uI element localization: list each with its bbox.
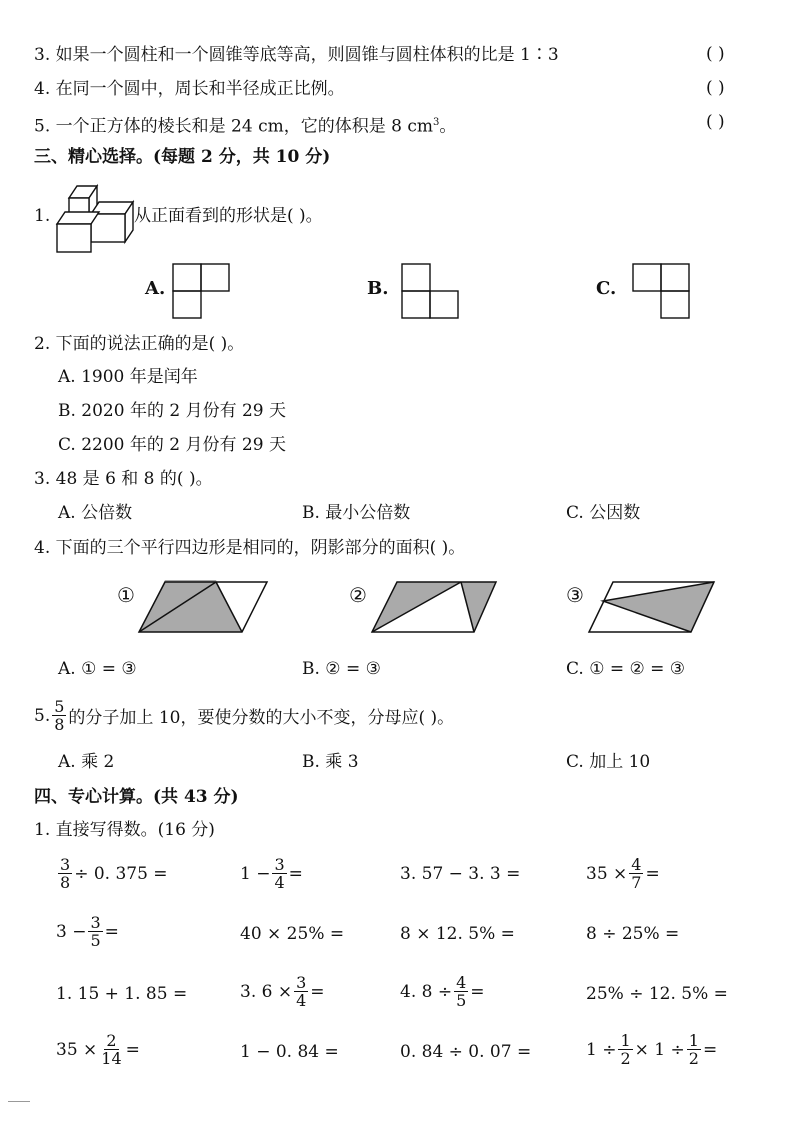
calc-r3-c4 [586,984,728,1004]
calc-r2-c1 [56,914,119,949]
calc-text: 0. 84 ÷ 0. 07 = [400,1042,532,1062]
calc-text: 4. 8 ÷ [400,981,453,1002]
frac-num: 3 [296,973,307,992]
q5-number: 5. [34,705,51,726]
calc-text: = [104,921,119,942]
tf-answer-3[interactable]: ( ) [706,44,725,64]
calc-text: = [702,1039,718,1060]
q1-number: 1. [34,206,51,226]
q1-option-a-label[interactable]: A. [145,278,166,299]
frac-den: 4 [296,991,307,1010]
q1-stem: 从正面看到的形状是( )。 [134,206,323,226]
calc-text: 25% ÷ 12. 5% = [586,984,728,1004]
frac-num: 4 [631,855,642,874]
q4-figure-1-label: ① [117,583,135,607]
frac-den: 7 [631,873,642,892]
calc-r2-c3 [400,924,515,944]
q5-option-c[interactable]: C. 加上 10 [566,752,651,772]
frac-den: 14 [101,1049,122,1068]
q4-option-c[interactable]: C. ① = ② = ③ [566,659,686,679]
calc-r1-c4 [586,856,660,891]
q4-option-b[interactable]: B. ② = ③ [302,659,381,679]
frac [629,856,643,891]
q3-option-c[interactable]: C. 公因数 [566,503,641,523]
section-4-title: 四、专心计算。(共 43 分) [34,787,239,807]
calc-text: 8 × 12. 5% = [400,924,515,944]
q1-option-c-shape [633,264,693,319]
q5-text: 的分子加上 10，要使分数的大小不变，分母应( )。 [68,708,455,728]
section-4-sub-1: 1. 直接写得数。(16 分) [34,820,215,840]
q4-figure-2-label: ② [349,583,367,607]
q5-frac-den: 8 [54,715,65,734]
calc-r1-c2 [240,856,303,891]
tf-item-5-end: 。 [439,116,457,137]
calc-r4-c3 [400,1042,531,1062]
calc-text: 1 ÷ [586,1039,617,1060]
calc-r1-c3 [400,864,520,884]
frac-den: 5 [456,991,467,1010]
q4-option-a[interactable]: A. ① = ③ [58,659,137,679]
frac [618,1032,632,1067]
tf-item-5 [34,112,456,138]
calc-r2-c4 [586,924,679,944]
calc-text: × 1 ÷ [634,1039,685,1060]
frac-num: 3 [274,855,285,874]
q5-option-a[interactable]: A. 乘 2 [58,752,115,772]
tf-item-5-sup: 3 [432,117,440,128]
calc-r4-c1 [56,1032,140,1067]
frac [294,974,308,1009]
q4-figure-3-label: ③ [566,583,584,607]
q1-option-a-shape [173,264,233,319]
frac-den: 4 [274,873,285,892]
calc-text: 3. 57 − 3. 3 = [400,864,521,884]
cube-stack-figure [55,180,135,255]
calc-text: 3 − [56,921,87,942]
q3-option-b[interactable]: B. 最小公倍数 [302,503,411,523]
frac [272,856,286,891]
tf-answer-4[interactable]: ( ) [706,78,725,98]
calc-r3-c2 [240,974,325,1009]
calc-text: 1 − 0. 84 = [240,1042,339,1062]
tf-item-5-text: 5. 一个正方体的棱长和是 24 cm，它的体积是 8 cm [34,116,433,137]
frac-den: 8 [60,873,71,892]
q1-option-b-label[interactable]: B. [367,278,389,299]
q5-fraction [52,698,66,733]
calc-text: = [310,981,325,1002]
tf-answer-5[interactable]: ( ) [706,112,725,132]
calc-r1-c1 [56,856,168,891]
parallelogram-3 [586,580,721,635]
frac-den: 2 [620,1049,631,1068]
q1-option-c-label[interactable]: C. [596,278,617,299]
calc-text: = [125,1039,140,1060]
frac [454,974,468,1009]
calc-r3-c3 [400,974,485,1009]
q4-stem: 4. 下面的三个平行四边形是相同的，阴影部分的面积( )。 [34,538,466,558]
calc-text: ÷ 0. 375 = [74,863,168,884]
calc-r3-c1 [56,984,187,1004]
calc-r4-c4 [586,1032,717,1067]
q3-option-a[interactable]: A. 公倍数 [58,503,133,523]
frac-num: 1 [688,1031,699,1050]
tf-item-4: 4. 在同一个圆中，周长和半径成正比例。 [34,79,345,99]
q2-option-b[interactable]: B. 2020 年的 2 月份有 29 天 [58,401,287,421]
q2-option-a[interactable]: A. 1900 年是闰年 [58,367,198,387]
calc-text: 40 × 25% = [240,924,345,944]
calc-text: 1. 15 + 1. 85 = [56,984,188,1004]
frac [687,1032,701,1067]
q5-frac-num: 5 [54,697,65,716]
calc-text: = [645,863,660,884]
tf-item-3: 3. 如果一个圆柱和一个圆锥等底等高，则圆锥与圆柱体积的比是 1∶3 [34,45,559,65]
frac-num: 3 [90,913,101,932]
q2-option-c[interactable]: C. 2200 年的 2 月份有 29 天 [58,435,286,455]
parallelogram-2 [369,580,504,635]
calc-text: 8 ÷ 25% = [586,924,680,944]
page-edge-mark [8,1101,30,1102]
q3-stem: 3. 48 是 6 和 8 的( )。 [34,469,213,489]
section-3-title: 三、精心选择。(每题 2 分，共 10 分) [34,147,331,167]
q5-option-b[interactable]: B. 乘 3 [302,752,359,772]
frac-num: 3 [60,855,71,874]
calc-text: 35 × [586,863,628,884]
calc-text: 3. 6 × [240,981,293,1002]
frac-den: 2 [688,1049,699,1068]
frac-num: 1 [620,1031,631,1050]
frac-num: 2 [106,1031,117,1050]
calc-r4-c2 [240,1042,339,1062]
calc-text: = [288,863,303,884]
frac [88,914,102,949]
parallelogram-1 [136,580,271,635]
q2-stem: 2. 下面的说法正确的是( )。 [34,334,245,354]
frac [99,1032,123,1067]
calc-text: 35 × [56,1039,98,1060]
frac [58,856,72,891]
q5-stem [34,698,454,733]
calc-text: 1 − [240,863,271,884]
q1-option-b-shape [402,264,462,319]
frac-num: 4 [456,973,467,992]
frac-den: 5 [90,931,101,950]
calc-text: = [470,981,485,1002]
calc-r2-c2 [240,924,344,944]
